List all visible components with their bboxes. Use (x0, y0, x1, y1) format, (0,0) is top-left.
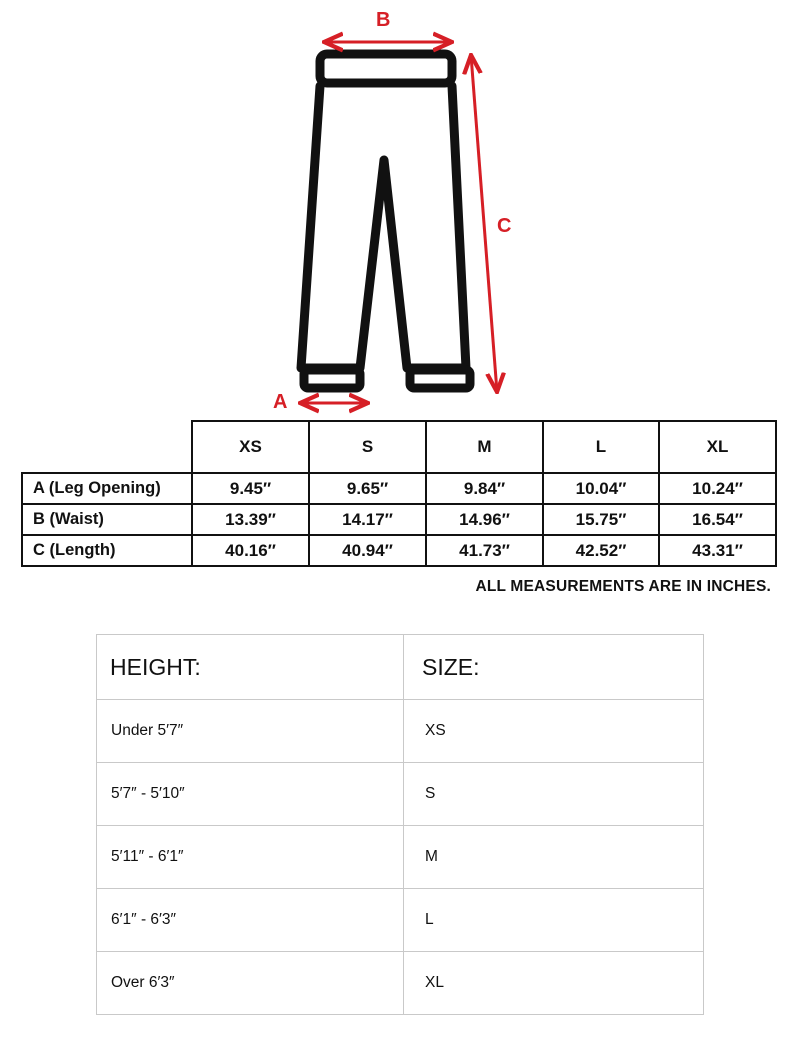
size-cell: M (404, 826, 704, 889)
row-label: C (Length) (22, 535, 192, 566)
row-label: A (Leg Opening) (22, 473, 192, 504)
measurement-cell: 10.24″ (659, 473, 776, 504)
measurement-cell: 15.75″ (543, 504, 659, 535)
height-header: HEIGHT: (97, 635, 404, 700)
table-row (97, 700, 704, 763)
pants-outline (301, 54, 470, 388)
measurement-cell: 9.65″ (309, 473, 426, 504)
measurement-cell: 10.04″ (543, 473, 659, 504)
table-row (22, 473, 776, 504)
waistband (320, 54, 452, 83)
label-b: B (376, 9, 391, 31)
size-header: L (543, 421, 659, 473)
table-row (97, 826, 704, 889)
table-row (97, 889, 704, 952)
units-note: ALL MEASUREMENTS ARE IN INCHES. (475, 578, 771, 595)
height-cell: Over 6′3″ (97, 952, 404, 1015)
size-cell: S (404, 763, 704, 826)
measurement-cell: 43.31″ (659, 535, 776, 566)
measurement-cell: 9.45″ (192, 473, 309, 504)
fit-guide-table (96, 634, 704, 1015)
measurement-cell: 14.17″ (309, 504, 426, 535)
right-cuff (410, 370, 470, 388)
size-cell: XS (404, 700, 704, 763)
corner-cell (22, 421, 192, 473)
measurement-cell: 13.39″ (192, 504, 309, 535)
measurement-cell: 14.96″ (426, 504, 543, 535)
size-header: XS (192, 421, 309, 473)
size-header: S (309, 421, 426, 473)
left-cuff (304, 370, 360, 388)
label-c: C (497, 215, 512, 237)
fit-header-row (97, 635, 704, 700)
height-cell: 5′7″ - 5′10″ (97, 763, 404, 826)
row-label: B (Waist) (22, 504, 192, 535)
table-row (97, 763, 704, 826)
measurement-cell: 40.16″ (192, 535, 309, 566)
size-cell: XL (404, 952, 704, 1015)
arrow-c (471, 55, 497, 392)
height-cell: Under 5′7″ (97, 700, 404, 763)
measurements-table (21, 420, 777, 567)
table-row (22, 504, 776, 535)
size-header: XL (659, 421, 776, 473)
measurement-cell: 9.84″ (426, 473, 543, 504)
height-cell: 6′1″ - 6′3″ (97, 889, 404, 952)
table-row (22, 535, 776, 566)
measurement-cell: 42.52″ (543, 535, 659, 566)
measurement-cell: 16.54″ (659, 504, 776, 535)
height-cell: 5′11″ - 6′1″ (97, 826, 404, 889)
size-header-row (22, 421, 776, 473)
size-cell: L (404, 889, 704, 952)
size-header: M (426, 421, 543, 473)
table-row (97, 952, 704, 1015)
measurement-cell: 40.94″ (309, 535, 426, 566)
pants-diagram (0, 0, 800, 420)
measurement-cell: 41.73″ (426, 535, 543, 566)
label-a: A (273, 391, 288, 413)
size-header: SIZE: (404, 635, 704, 700)
